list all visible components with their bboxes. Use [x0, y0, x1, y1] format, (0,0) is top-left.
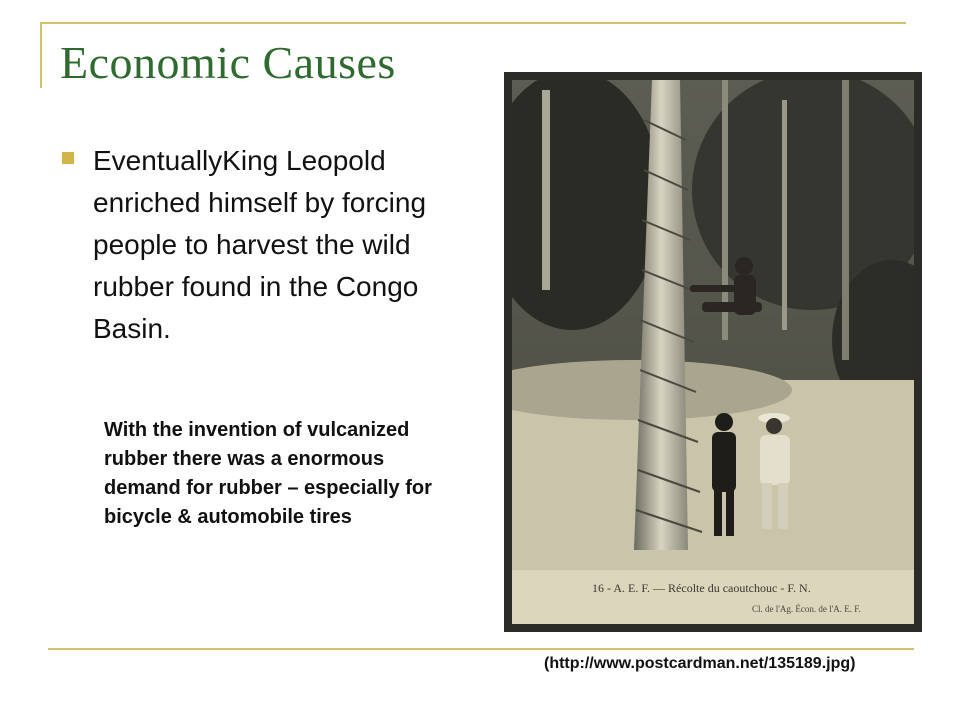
sub-text: With the invention of vulcanized rubber there was a enormous demand for rubber – especially for bicycle & automobile tires — [104, 419, 432, 528]
postcard-image — [512, 80, 914, 624]
image-source-citation: (http://www.postcardman.net/135189.jpg) — [544, 655, 856, 672]
slide-title: Economic Causes — [60, 37, 396, 88]
bullet-text: EventuallyKing Leopold enriched himself by forcing people to harvest the wild rubber found in the Congo Basin. — [93, 145, 427, 344]
bullet-item — [60, 140, 460, 350]
frame-bottom-rule — [48, 648, 914, 650]
frame-top-rule — [40, 22, 906, 24]
photo-credit: Cl. de l'Ag. Écon. de l'A. E. F. — [752, 604, 861, 614]
photo-caption: 16 - A. E. F. — Récolte du caoutchouc - F. N. — [592, 581, 811, 595]
frame-left-rule — [40, 22, 42, 88]
postcard-photo — [504, 72, 922, 632]
square-bullet-icon — [62, 152, 74, 164]
